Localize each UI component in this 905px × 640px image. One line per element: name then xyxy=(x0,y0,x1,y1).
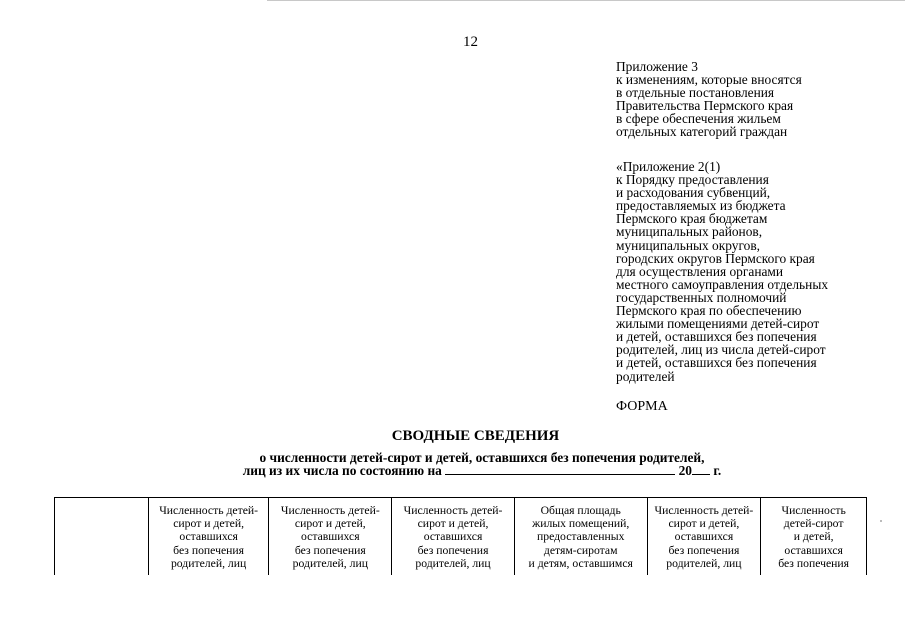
header-text: сирот и детей, xyxy=(294,517,366,531)
subtitle-suffix: г. xyxy=(713,463,722,478)
header-text: без попечения xyxy=(668,543,740,557)
appendix-2-1-line: муниципальных округов, xyxy=(616,237,760,253)
appendix-2-1-line: муниципальных районов, xyxy=(616,224,763,240)
table-header-cell xyxy=(648,498,762,575)
header-text: Численность детей- xyxy=(403,504,503,517)
table-header-cell xyxy=(149,498,270,575)
table-header-cell xyxy=(515,498,648,575)
header-text: оставшихся xyxy=(301,530,360,544)
document-subtitle xyxy=(222,451,742,477)
appendix-3-line: Правительства Пермского края xyxy=(616,98,794,114)
header-text: и детей, xyxy=(793,530,834,544)
header-text: родителей, лиц xyxy=(666,556,742,570)
subtitle-year: 20 xyxy=(678,463,692,478)
appendix-2-1-line: городских округов Пермского края xyxy=(616,250,815,266)
header-text: без попечения xyxy=(294,543,366,557)
summary-table-header xyxy=(54,497,867,575)
appendix-2-1-line: и детей, оставшихся без попечения xyxy=(616,329,817,345)
appendix-3-line: отдельных категорий граждан xyxy=(616,124,788,140)
header-text: Численность детей- xyxy=(280,504,380,517)
header-text: сирот и детей, xyxy=(417,517,489,531)
header-text: жилых помещений, xyxy=(532,517,630,531)
appendix-2-1-line: местного самоуправления отдельных xyxy=(616,276,829,292)
header-text: Численность детей- xyxy=(654,504,754,517)
appendix-2-1-line: государственных полномочий xyxy=(616,289,787,305)
header-text: без попечения xyxy=(778,556,850,570)
table-header-cell xyxy=(761,498,866,575)
header-text: оставшихся xyxy=(179,530,238,544)
header-text: родителей, лиц xyxy=(170,556,247,570)
header-text: без попечения xyxy=(173,543,245,557)
appendix-2-1-line: для осуществления органами xyxy=(616,263,784,279)
header-text: оставшихся xyxy=(784,543,843,557)
header-text: детям-сиротам xyxy=(543,543,618,557)
header-text: родителей, лиц xyxy=(415,556,491,570)
header-text: Общая площадь xyxy=(540,504,621,517)
subtitle-prefix: лиц из их числа по состоянию на xyxy=(242,463,442,478)
table-header-cell xyxy=(55,498,149,575)
date-blank xyxy=(445,464,675,475)
scan-speck xyxy=(880,520,882,522)
appendix-3-block xyxy=(616,60,802,139)
header-text: без попечения xyxy=(417,543,489,557)
header-text: и детям, оставшимся xyxy=(528,556,633,570)
appendix-3-line: в отдельные постановления xyxy=(616,85,775,101)
header-text: сирот и детей, xyxy=(173,517,245,531)
header-text: оставшихся xyxy=(423,530,483,544)
appendix-2-1-line: родителей, лиц из числа детей-сирот xyxy=(616,342,826,358)
header-text: Численность детей- xyxy=(159,504,259,517)
header-text: предоставленных xyxy=(536,530,625,544)
header-text: родителей, лиц xyxy=(292,556,368,570)
year-blank xyxy=(692,464,710,475)
subtitle-line-2 xyxy=(222,464,742,477)
top-rule xyxy=(267,0,905,1)
appendix-2-1-line: и расходования субвенций, xyxy=(616,185,771,201)
appendix-2-1-block xyxy=(616,160,828,383)
subtitle-line-1: о численности детей-сирот и детей, оставшихся без попечения родителей, xyxy=(259,450,705,465)
page-number: 12 xyxy=(463,34,478,50)
appendix-3-line: Приложение 3 xyxy=(616,59,698,74)
header-text: оставшихся xyxy=(674,530,734,544)
header-text: Численность xyxy=(781,504,846,517)
table-header-cell xyxy=(269,498,392,575)
appendix-3-line: в сфере обеспечения жильем xyxy=(616,111,781,127)
appendix-3-line: к изменениям, которые вносятся xyxy=(616,72,802,88)
form-label: ФОРМА xyxy=(616,399,668,414)
appendix-2-1-line: к Порядку предоставления xyxy=(616,172,769,188)
appendix-2-1-line: и детей, оставшихся без попечения xyxy=(616,355,817,371)
appendix-2-1-line: «Приложение 2(1) xyxy=(616,159,721,174)
appendix-2-1-line: родителей xyxy=(616,368,675,384)
appendix-2-1-line: предоставляемых из бюджета xyxy=(616,198,786,214)
table-header-cell xyxy=(392,498,515,575)
header-text: сирот и детей, xyxy=(668,517,740,531)
appendix-2-1-line: жилыми помещениями детей-сирот xyxy=(616,316,820,332)
document-title: СВОДНЫЕ СВЕДЕНИЯ xyxy=(391,428,560,444)
header-text: детей-сирот xyxy=(783,517,844,531)
appendix-2-1-line: Пермского края бюджетам xyxy=(616,211,768,227)
appendix-2-1-line: Пермского края по обеспечению xyxy=(616,303,802,319)
